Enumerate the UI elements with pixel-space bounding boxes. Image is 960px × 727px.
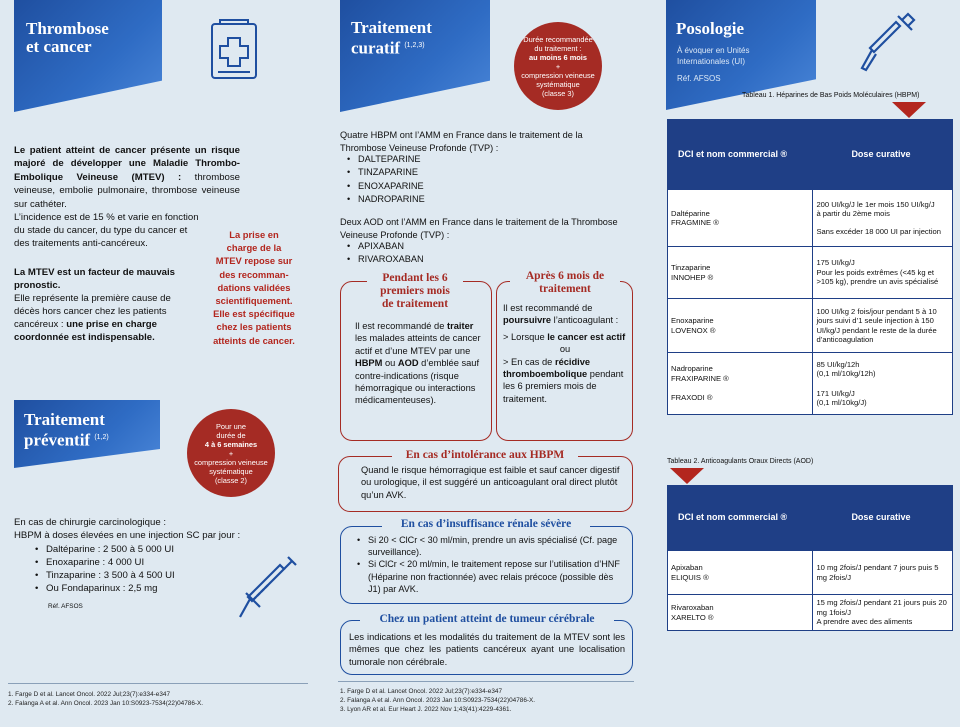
- box-title: Pendant les 6 premiers mois de traitement: [367, 272, 463, 311]
- column-header: DCI et nom commercial ®: [668, 486, 813, 551]
- list-item: • Enoxaparine : 4 000 UI: [32, 556, 232, 569]
- table-caption: Tableau 2. Anticoagulants Oraux Directs (AOD): [667, 458, 814, 465]
- ref-afsos: Réf. AFSOS: [48, 603, 83, 610]
- banner-title: Traitement préventif $^{(1,2)}$: [24, 410, 109, 450]
- mtev-text: La MTEV est un facteur de mauvais pronostic. Elle représente la première cause de décès hors cancer chez les patients cancéreux : une prise en charge coordonnée est indispensable.: [14, 267, 176, 343]
- aod-list: [344, 240, 424, 267]
- table-row: Enoxaparine LOVENOX ® 100 UI/kg 2 fois/jour pendant 5 à 10 jours suivi d’1 seule injection à 150 UI/kg/J pendant le reste de la durée d’anticoagulation: [668, 299, 953, 353]
- column-header: DCI et nom commercial ®: [668, 120, 813, 190]
- list-item: • Si 20 < ClCr < 30 ml/min, prendre un avis spécialisé (Cf. page surveillance).: [354, 534, 624, 558]
- list-item: • Ou Fondaparinux : 2,5 mg: [32, 582, 232, 595]
- box-title: Chez un patient atteint de tumeur cérébrale: [360, 613, 614, 626]
- table-caption: Tableau 1. Héparines de Bas Poids Moléculaires (HBPM): [742, 92, 920, 99]
- banner-title: Traitement curatif $^{(1,2,3)}$: [351, 18, 432, 58]
- dropper-icon: [860, 12, 916, 77]
- banner-title: Thrombose et cancer: [26, 19, 109, 56]
- table-row: Daltéparine FRAGMINE ® 200 UI/kg/J le 1er mois 150 UI/kg/J à partir du 2ème mois Sans excéder 18 000 UI par injection: [668, 190, 953, 247]
- box-text: Quand le risque hémorragique est faible et sauf cancer digestif ou urologique, il est suggéré un anticoagulant oral direct plutôt qu’un AVK.: [361, 465, 620, 500]
- box-text: Les indications et les modalités du traitement de la MTEV sont les mêmes que chez les patients cancéreux ayant une localisation tumorale non cérébrale.: [349, 632, 625, 667]
- column-header: Dose curative: [813, 486, 953, 551]
- intro-paragraph: Le patient atteint de cancer présente un risque majoré de développer une Maladie Thrombo-Embolique Veineuse (MTEV) : thrombose veineuse, embolie pulmonaire, thrombose veineuse sur cathéter.: [14, 145, 240, 210]
- references: 1. Farge D et al. Lancet Oncol. 2022 Jul;23(7):e334-e347 2. Falanga A et al. Ann Oncol. 2023 Jan 10:S0923-7534(22)04786-X.: [8, 691, 204, 707]
- box-title: En cas d’intolérance aux HBPM: [392, 449, 578, 462]
- syringe-icon: [238, 553, 300, 624]
- red-note: La prise en charge de la MTEV repose sur des recomman- dations validées scientifiquement. Elle est spécifique chez les patients atteints de cancer.: [213, 229, 295, 346]
- surgery-text: En cas de chirurgie carcinologique : HBPM à doses élevées en une injection SC par jour :: [14, 517, 241, 541]
- list-item: • NADROPARINE: [344, 193, 425, 206]
- list-item: • Tinzaparine : 3 500 à 4 500 UI: [32, 569, 232, 582]
- list-item: • TINZAPARINE: [344, 166, 425, 179]
- list-item: • DALTEPARINE: [344, 153, 425, 166]
- aod-intro: Deux AOD ont l’AMM en France dans le traitement de la Thrombose Veineuse Profonde (TVP) :: [340, 217, 618, 240]
- banner-subtitle: À évoquer en Unités Internationales (UI) Réf. AFSOS: [677, 46, 750, 83]
- banner-title: Posologie: [676, 19, 744, 38]
- list-item: • RIVAROXABAN: [344, 253, 424, 266]
- table-row: Rivaroxaban XARELTO ® 15 mg 2fois/J pendant 21 jours puis 20 mg 1fois/J A prendre avec des aliments: [668, 595, 953, 631]
- list-item: • Si ClCr < 20 ml/min, le traitement repose sur l’utilisation d’HNF (Héparine non fractionnée) avec relais précoce (possible dès J1) par AVK.: [354, 558, 624, 595]
- thrombose-banner: [14, 0, 162, 112]
- incidence-text: L’incidence est de 15 % et varie en fonction du stade du cancer, du type du cancer et des traitements anti-cancéreux.: [14, 212, 199, 249]
- aod-table: [667, 485, 953, 631]
- box-text: Il est recommandé de traiter les malades atteints de cancer actif et d’une MTEV par une HBPM ou AOD d’emblée sauf contre-indications (risque hémorragique ou interactions médicamenteuses).: [355, 321, 481, 406]
- duration-circle: Pour une durée de 4 à 6 semaines + compression veineuse systématique (classe 2): [187, 409, 275, 497]
- hbpm-table: [667, 119, 953, 415]
- renal-list: [354, 534, 624, 595]
- list-item: • Daltéparine : 2 500 à 5 000 UI: [32, 543, 232, 556]
- table-row: Tinzaparine INNOHEP ® 175 UI/kg/J Pour les poids extrêmes (<45 kg et >105 kg), prendre un avis spécialisé: [668, 247, 953, 299]
- column-header: Dose curative: [813, 120, 953, 190]
- list-item: • APIXABAN: [344, 240, 424, 253]
- hbpm-intro: Quatre HBPM ont l’AMM en France dans le traitement de la Thrombose Veineuse Profonde (TVP) :: [340, 130, 583, 153]
- divider: [8, 683, 308, 684]
- hbpm-list: [344, 153, 425, 207]
- list-item: • ENOXAPARINE: [344, 180, 425, 193]
- table-row: Apixaban ELIQUIS ® 10 mg 2fois/J pendant 7 jours puis 5 mg 2fois/J: [668, 551, 953, 595]
- box-text: Il est recommandé de poursuivre l’anticoagulant : > Lorsque le cancer est actif ou > En cas de récidive thromboembolique pendant les 6 premiers mois de traitement.: [503, 303, 626, 404]
- table-row: Nadroparine FRAXIPARINE ® FRAXODI ® 85 UI/kg/12h (0,1 ml/10kg/12h) 171 UI/kg/J (0,1 ml/10kg/J): [668, 353, 953, 415]
- divider: [338, 681, 634, 682]
- dose-list: [32, 543, 232, 595]
- box-title: En cas d’insuffisance rénale sévère: [382, 518, 590, 531]
- references: 1. Farge D et al. Lancet Oncol. 2022 Jul;23(7):e334-e347 2. Falanga A et al. Ann Oncol. 2023 Jan 10:S0923-7534(22)04786-X. 3. Lyon AR et al. Eur Heart J. 2022 Nov 1;43(41):4229-4361.: [340, 688, 536, 713]
- duration-circle: Durée recommandée du traitement : au moins 6 mois + compression veineuse systématique (classe 3): [514, 22, 602, 110]
- caption-arrow: [892, 102, 926, 118]
- medical-document-icon: [206, 18, 262, 87]
- caption-arrow: [670, 468, 704, 484]
- box-title: Après 6 mois de traitement: [510, 270, 620, 296]
